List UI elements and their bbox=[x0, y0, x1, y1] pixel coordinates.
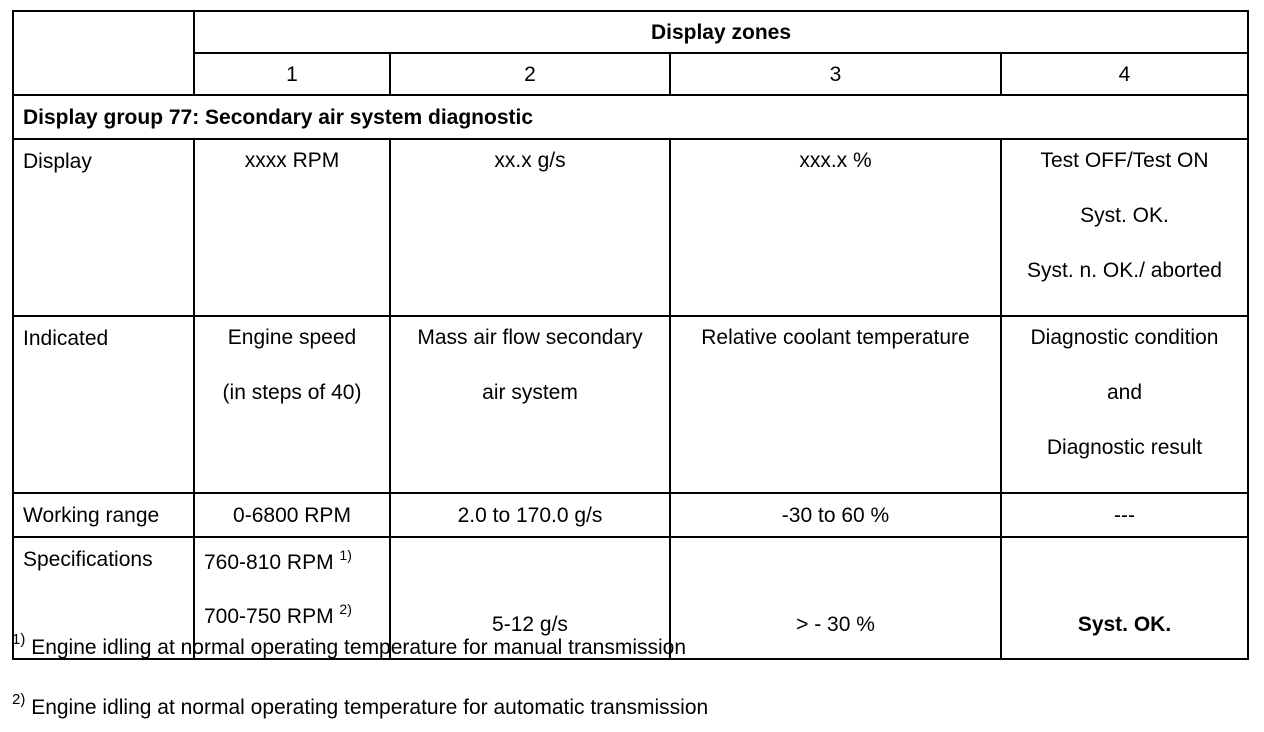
table-row-working-range bbox=[13, 493, 1248, 537]
working-range-zone-2: 2.0 to 170.0 g/s bbox=[390, 493, 670, 537]
display-group-table bbox=[12, 10, 1249, 660]
table-row-display bbox=[13, 139, 1248, 316]
table-row-indicated bbox=[13, 316, 1248, 493]
zone-number-2: 2 bbox=[390, 53, 670, 95]
spec-rpm-manual: 760-810 RPM bbox=[204, 551, 334, 574]
indicated-zone-4-line: Diagnostic condition bbox=[1030, 326, 1219, 349]
display-zone-2: xx.x g/s bbox=[494, 149, 566, 172]
footnote-mark-1: 1) bbox=[12, 631, 26, 648]
specifications-zone-4: Syst. OK. bbox=[1077, 612, 1172, 636]
display-zone-3: xxx.x % bbox=[799, 149, 872, 172]
indicated-zone-1-line: (in steps of 40) bbox=[222, 381, 362, 404]
group-title: Display group 77: Secondary air system diagnostic bbox=[13, 95, 1248, 139]
footnote-2 bbox=[12, 691, 709, 720]
indicated-zone-1-line: Engine speed bbox=[227, 326, 357, 349]
footnote-text-2: Engine idling at normal operating temperature for automatic transmission bbox=[31, 696, 709, 719]
zone-number-4: 4 bbox=[1001, 53, 1248, 95]
display-zone-4-line: Syst. OK. bbox=[1080, 204, 1169, 227]
row-label-working-range: Working range bbox=[13, 493, 194, 537]
working-range-zone-4: --- bbox=[1001, 493, 1248, 537]
footnote-ref-1: 1) bbox=[339, 547, 352, 563]
row-label-specifications: Specifications bbox=[13, 537, 194, 659]
corner-cell bbox=[13, 11, 194, 95]
display-zones-header: Display zones bbox=[194, 11, 1248, 53]
indicated-zone-4-line: and bbox=[1106, 381, 1143, 404]
indicated-zone-3: Relative coolant temperature bbox=[701, 326, 970, 349]
zone-number-1: 1 bbox=[194, 53, 390, 95]
display-zone-1: xxxx RPM bbox=[244, 149, 340, 172]
row-label-display: Display bbox=[13, 139, 194, 316]
footnote-ref-2: 2) bbox=[339, 601, 352, 617]
footnote-1 bbox=[12, 631, 687, 660]
footnote-text-1: Engine idling at normal operating temperature for manual transmission bbox=[31, 636, 687, 659]
working-range-zone-3: -30 to 60 % bbox=[670, 493, 1001, 537]
row-label-indicated: Indicated bbox=[13, 316, 194, 493]
spec-rpm-automatic: 700-750 RPM bbox=[204, 605, 334, 628]
specifications-zone-2: 5-12 g/s bbox=[492, 612, 568, 636]
footnote-mark-2: 2) bbox=[12, 691, 26, 708]
indicated-zone-2-line: Mass air flow secondary bbox=[417, 326, 643, 349]
specifications-zone-3: > - 30 % bbox=[796, 612, 875, 636]
display-zone-4-line: Syst. n. OK./ aborted bbox=[1027, 259, 1222, 282]
indicated-zone-2-line: air system bbox=[482, 381, 578, 404]
display-zone-4-line: Test OFF/Test ON bbox=[1040, 149, 1209, 172]
indicated-zone-4-line: Diagnostic result bbox=[1046, 436, 1203, 459]
working-range-zone-1: 0-6800 RPM bbox=[194, 493, 390, 537]
zone-number-3: 3 bbox=[670, 53, 1001, 95]
